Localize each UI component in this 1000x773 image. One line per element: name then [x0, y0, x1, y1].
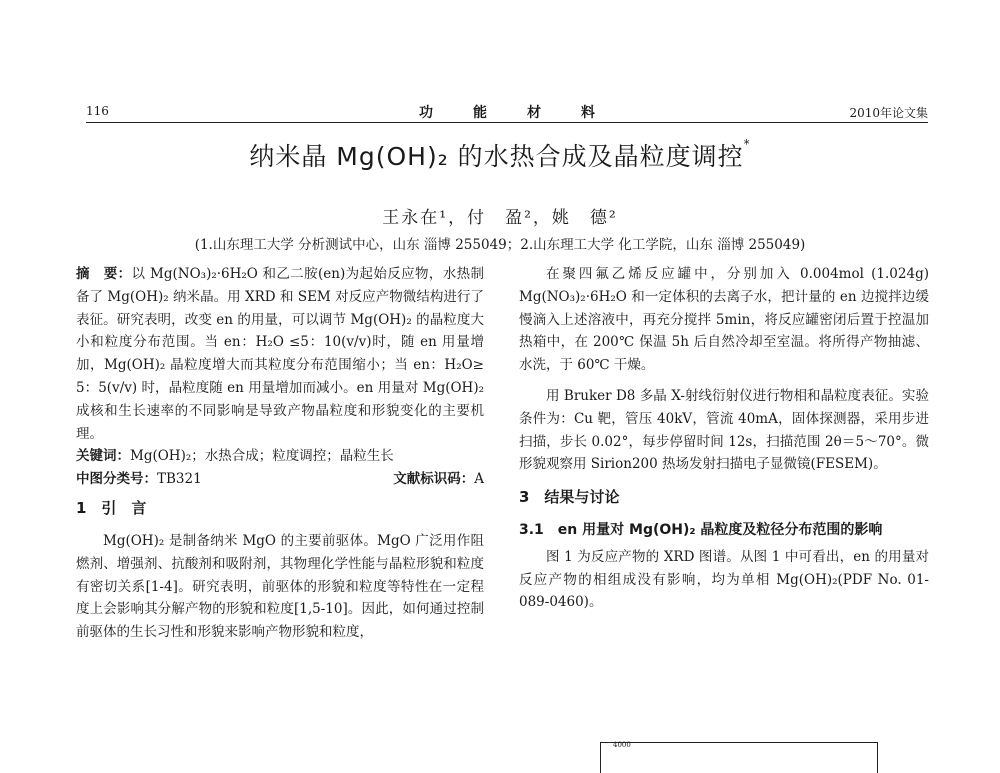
- classification-value: TB321: [157, 471, 202, 488]
- classification-row: [76, 468, 484, 491]
- title-footnote-mark: *: [743, 137, 751, 151]
- xrd-paragraph: 图 1 为反应产物的 XRD 图谱。从图 1 中可看出，en 的用量对反应产物的相组成没有影响，均为单相 Mg(OH)₂(PDF No. 01-089-0460)。: [519, 548, 929, 611]
- left-column: [76, 263, 484, 644]
- abstract: [76, 263, 484, 445]
- document-code-value: A: [474, 471, 484, 488]
- abstract-text: 以 Mg(NO₃)₂·6H₂O 和乙二胺(en)为起始反应物，水热制备了 Mg(OH)₂ 纳米晶。用 XRD 和 SEM 对反应产物微结构进行了表征。研究表明，改变 en 的用量，可以调节 Mg(OH)₂ 的晶粒度大小和粒度分布范围。当 en：H₂O ≤5：10(v/v)时，随 en 用量增加，Mg(OH)₂ 晶粒度增大而其粒度分布范围缩小；当 en：H₂O≥ 5：5(v/v) 时，晶粒度随 en 用量增加而减小。en 用量对 Mg(OH)₂ 成核和生长速率的不同影响是导致产物晶粒度和形貌变化的主要机理。: [76, 266, 484, 442]
- abstract-label: 摘 要：: [76, 266, 132, 282]
- document-code: [393, 468, 484, 491]
- classification-label: 中图分类号：: [76, 471, 157, 488]
- running-header: [86, 104, 928, 123]
- author-list: 王永在¹，付 盈²，姚 德²: [382, 208, 618, 228]
- paper-title: [0, 137, 1000, 173]
- characterization-paragraph: 用 Bruker D8 多晶 X-射线衍射仪进行物相和晶粒度表征。实验条件为：Cu 靶，管压 40kV，管流 40mA，固体探测器，采用步进扫描，步长 0.02°，每步停留时间 12s，扫描范围 2θ＝5～70°。微形貌观察用 Sirion200 热场发射扫描电子显微镜(FESEM)。: [519, 387, 929, 473]
- keywords: [76, 445, 484, 468]
- right-column: [519, 263, 929, 614]
- section-1-heading: 1 引 言: [76, 499, 147, 518]
- figure-axis-tick: 4000: [613, 741, 631, 749]
- subsection-3-1-heading: 3.1 en 用量对 Mg(OH)₂ 晶粒度及粒径分布范围的影响: [519, 521, 883, 538]
- paper-title-text: 纳米晶 Mg(OH)₂ 的水热合成及晶粒度调控: [249, 142, 744, 171]
- document-code-label: 文献标识码：: [393, 471, 475, 488]
- figure-1-frame: [600, 742, 878, 773]
- section-1-text: Mg(OH)₂ 是制备纳米 MgO 的主要前驱体。MgO 广泛用作阻燃剂、增强剂、抗酸剂和吸附剂，其物理化学性能与晶粒形貌和粒度有密切关系[1-4]。研究表明，前驱体的形貌和粒度等特性在一定程度上会影响其分解产物的形貌和粒度[1,5-10]。因此，如何通过控制前驱体的生长习性和形貌来影响产物形貌和粒度，: [76, 532, 484, 641]
- procedure-paragraph: 在聚四氟乙烯反应罐中，分别加入 0.004mol (1.024g) Mg(NO₃)₂·6H₂O 和一定体积的去离子水，把计量的 en 边搅拌边缓慢滴入上述溶液中，再充分搅拌 5min，将反应罐密闭后置于控温加热箱中，在 200℃ 保温 5h 后自然冷却至室温。将所得产物抽滤、水洗，于 60℃ 干燥。: [519, 266, 929, 374]
- affiliations: (1.山东理工大学 分析测试中心，山东 淄博 255049；2.山东理工大学 化工学院，山东 淄博 255049): [194, 237, 806, 253]
- journal-name: 功能材料: [419, 105, 635, 121]
- page-number: 116: [86, 104, 109, 118]
- keywords-text: Mg(OH)₂；水热合成；粒度调控；晶粒生长: [130, 448, 394, 465]
- keywords-label: 关键词：: [76, 448, 130, 465]
- section-3-heading: 3 结果与讨论: [519, 488, 620, 507]
- issue-label: 2010年论文集: [849, 106, 928, 120]
